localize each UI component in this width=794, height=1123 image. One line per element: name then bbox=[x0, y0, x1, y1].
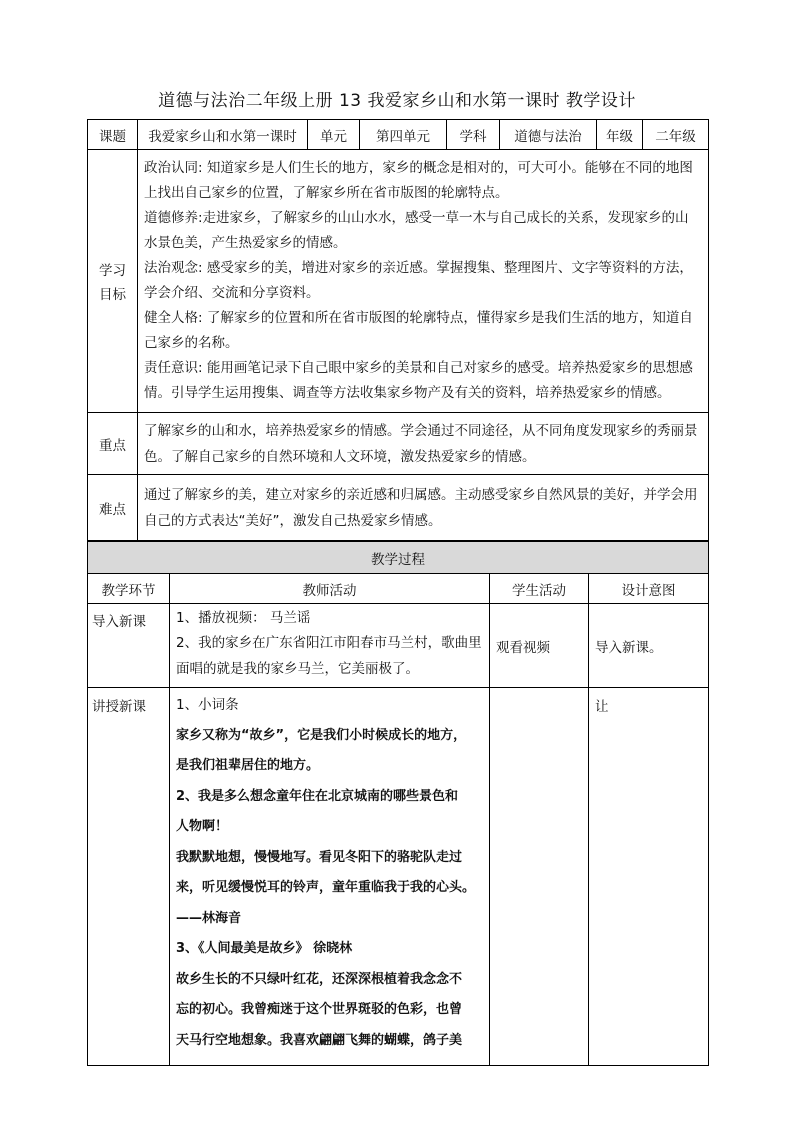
unit-value: 第四单元 bbox=[360, 120, 447, 150]
key-points-text: 了解家乡的山和水，培养热爱家乡的情感。学会通过不同途径，从不同角度发现家乡的秀丽景色。了解自己家乡的自然环境和人文环境，激发热爱家乡的情感。 bbox=[138, 413, 709, 475]
teaching-line: 家乡又称为“故乡”，它是我们小时候成长的地方， bbox=[176, 727, 467, 743]
teaching-stage: 讲授新课 bbox=[88, 688, 170, 1066]
page-title: 道德与法治二年级上册 13 我爱家乡山和水第一课时 教学设计 bbox=[158, 91, 636, 111]
teaching-line: 来，听见缓慢悦耳的铃声，童年重临我于我的心头。 bbox=[176, 880, 476, 895]
difficulties-row bbox=[88, 475, 709, 541]
teaching-teacher bbox=[170, 688, 490, 1066]
unit-label: 单元 bbox=[308, 120, 360, 150]
key-points-row bbox=[88, 413, 709, 475]
teaching-line: 天马行空地想象。我喜欢翩翩飞舞的蝴蝶，鸽子美 bbox=[176, 1032, 463, 1048]
process-title: 教学过程 bbox=[88, 542, 709, 574]
lesson-info-table bbox=[87, 119, 709, 541]
grade-value: 二年级 bbox=[643, 120, 709, 150]
teaching-line: 3、《人间最美是故乡》 徐晓林 bbox=[176, 941, 353, 956]
difficulties-label: 难点 bbox=[88, 475, 138, 541]
teaching-line: 人物啊！ bbox=[176, 819, 229, 834]
teaching-line: ——林海音 bbox=[176, 910, 242, 926]
teaching-line: 1、小词条 bbox=[176, 697, 239, 713]
teaching-student bbox=[490, 688, 589, 1066]
difficulties-text: 通过了解家乡的美，建立对家乡的亲近感和归属感。主动感受家乡自然风景的美好，并学会用自己的方式表达“美好”，激发自己热爱家乡情感。 bbox=[138, 475, 709, 541]
teaching-line: 故乡生长的不只绿叶红花，还深深根植着我念念不 bbox=[176, 971, 463, 987]
col-teacher: 教师活动 bbox=[170, 574, 490, 604]
teaching-row bbox=[88, 688, 709, 1066]
col-stage: 教学环节 bbox=[88, 574, 170, 604]
topic-label: 课题 bbox=[88, 120, 138, 150]
teaching-line: 2、我是多么想念童年住在北京城南的哪些景色和 bbox=[176, 788, 459, 804]
grade-label: 年级 bbox=[597, 120, 643, 150]
objectives-label-line1: 学习 bbox=[99, 263, 126, 279]
objective-item: 道德修养:走进家乡，了解家乡的山山水水，感受一草一木与自己成长的关系，发现家乡的山水景色美，产生热爱家乡的情感。 bbox=[144, 210, 689, 251]
topic-value: 我爱家乡山和水第一课时 bbox=[138, 120, 308, 150]
teaching-line: 我默默地想，慢慢地写。看见冬阳下的骆驼队走过 bbox=[176, 849, 463, 865]
objective-item: 健全人格: 了解家乡的位置和所在省市版图的轮廓特点，懂得家乡是我们生活的地方，知道自己家乡的名称。 bbox=[144, 310, 693, 351]
subject-value: 道德与法治 bbox=[500, 120, 597, 150]
subject-label: 学科 bbox=[447, 120, 500, 150]
intro-stage: 导入新课 bbox=[88, 604, 170, 688]
teaching-intent: 让 bbox=[589, 688, 709, 1066]
objectives-row bbox=[88, 150, 709, 413]
objectives-label bbox=[88, 150, 138, 413]
intro-student: 观看视频 bbox=[490, 604, 589, 688]
process-header-row bbox=[88, 574, 709, 604]
intro-intent: 导入新课。 bbox=[589, 604, 709, 688]
objective-item: 政治认同: 知道家乡是人们生长的地方，家乡的概念是相对的，可大可小。能够在不同的地图上找出自己家乡的位置，了解家乡所在省市版图的轮廓特点。 bbox=[144, 160, 693, 201]
objective-item: 法治观念: 感受家乡的美，增进对家乡的亲近感。掌握搜集、整理图片、文字等资料的方法，学会介绍、交流和分享资料。 bbox=[144, 260, 693, 301]
intro-teacher-line: 2、我的家乡在广东省阳江市阳春市马兰村，歌曲里面唱的就是我的家乡马兰，它美丽极了。 bbox=[176, 635, 482, 677]
intro-row bbox=[88, 604, 709, 688]
objectives-content bbox=[138, 150, 709, 413]
process-title-row bbox=[88, 542, 709, 574]
teaching-process-table bbox=[87, 541, 709, 1066]
col-student: 学生活动 bbox=[490, 574, 589, 604]
intro-teacher bbox=[170, 604, 490, 688]
teaching-line: 是我们祖辈居住的地方。 bbox=[176, 758, 320, 773]
header-row bbox=[88, 120, 709, 150]
col-intent: 设计意图 bbox=[589, 574, 709, 604]
objectives-label-line2: 目标 bbox=[99, 287, 126, 303]
intro-teacher-line: 1、播放视频： 马兰谣 bbox=[176, 610, 311, 626]
objective-item: 责任意识: 能用画笔记录下自己眼中家乡的美景和自己对家乡的感受。培养热爱家乡的思想感情。引导学生运用搜集、调查等方法收集家乡物产及有关的资料，培养热爱家乡的情感。 bbox=[144, 360, 693, 401]
teaching-line: 忘的初心。我曾痴迷于这个世界斑驳的色彩，也曾 bbox=[176, 1002, 463, 1017]
key-points-label: 重点 bbox=[88, 413, 138, 475]
